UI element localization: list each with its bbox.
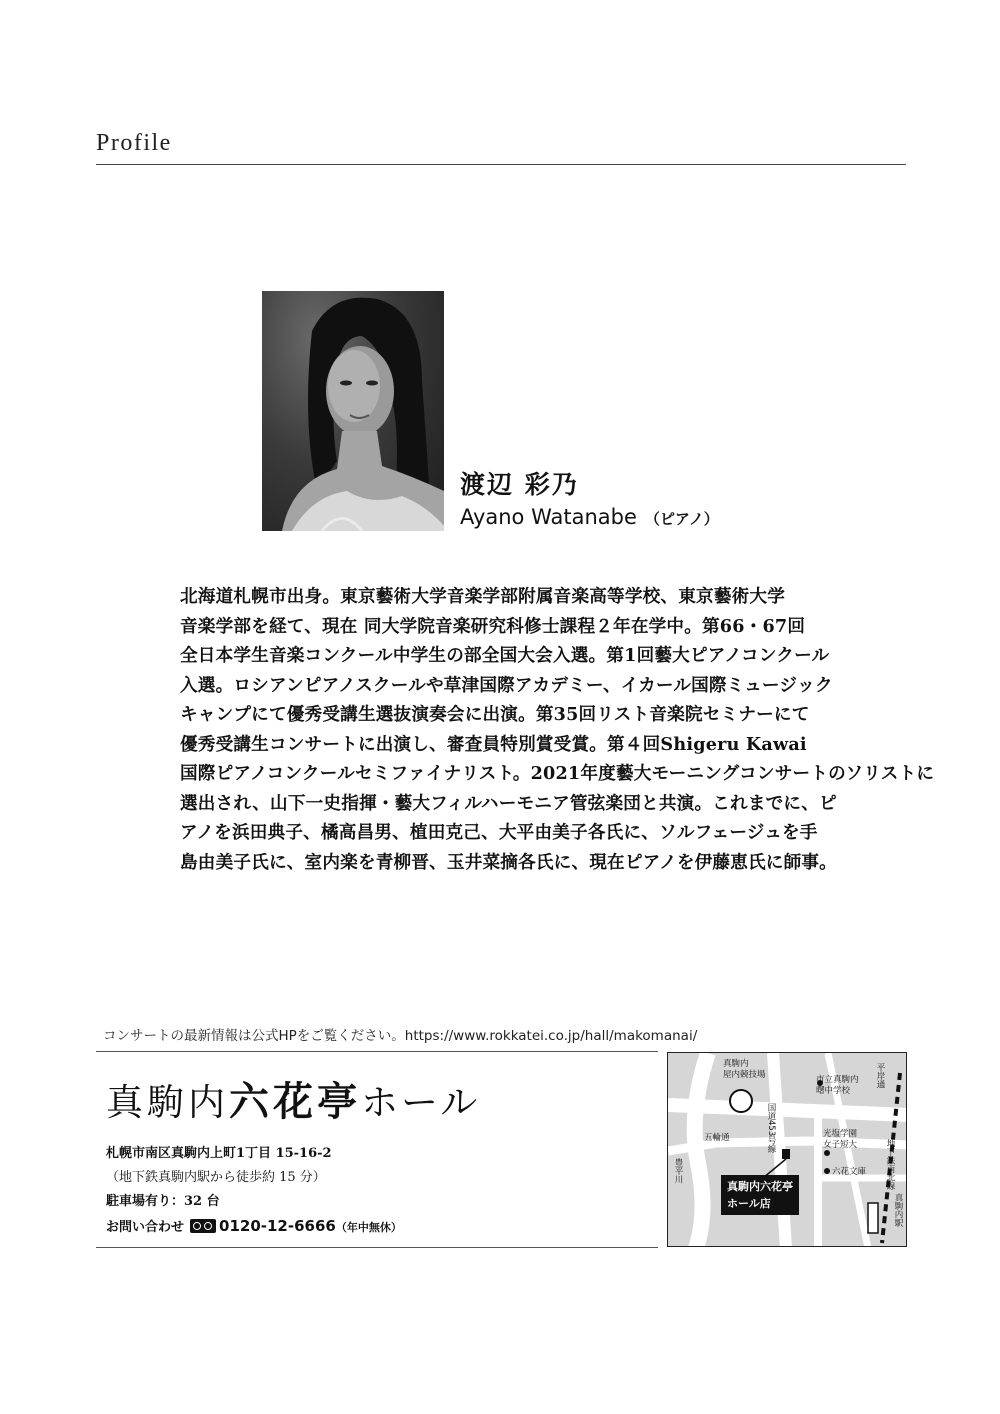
venue-access: （地下鉄真駒内駅から徒歩約 15 分） bbox=[106, 1170, 326, 1185]
map-label-school: 市立真駒内 曙中学校 bbox=[816, 1075, 859, 1096]
phone-note: （年中無休） bbox=[335, 1221, 402, 1234]
bio-line: アノを浜田典子、橘高昌男、植田克己、大平由美子各氏に、ソルフェージュを手 bbox=[180, 822, 818, 843]
phone-number[interactable]: 0120-12-6666 bbox=[219, 1217, 336, 1235]
bio-line: 選出され、山下一史指揮・藝大フィルハーモニア管弦楽団と共演。これまでに、ピ bbox=[180, 792, 837, 814]
portrait-photo bbox=[262, 291, 444, 531]
venue-contact bbox=[106, 1214, 402, 1240]
map-label-college: 光塩学園 女子短大 bbox=[823, 1129, 858, 1150]
hall-logo bbox=[106, 1070, 480, 1127]
bio-line: 入選。ロシアンピアノスクールや草津国際アカデミー、イカール国際ミュージック bbox=[180, 674, 833, 696]
map-label-station: 真駒内駅 bbox=[893, 1193, 903, 1227]
map-label-river: 豊平川 bbox=[673, 1158, 683, 1184]
footer-divider-top bbox=[96, 1051, 658, 1052]
heading-divider bbox=[96, 164, 906, 165]
venue-parking: 駐車場有り：32 台 bbox=[106, 1194, 220, 1209]
bio-line: 音楽学部を経て、現在 同大学院音楽研究科修士課程２年在学中。第66・67回 bbox=[180, 615, 806, 637]
bio-line: 国際ピアノコンクールセミファイナリスト。2021年度藝大モーニングコンサートのソリストに bbox=[180, 763, 935, 784]
biography bbox=[180, 582, 935, 877]
website-notice: コンサートの最新情報は公式HPをご覧ください。https://www.rokkatei.co.jp/hall/makomanai/ bbox=[103, 1028, 698, 1044]
contact-label: お問い合わせ bbox=[106, 1220, 185, 1235]
bio-line: 全日本学生音楽コンクール中学生の部全国大会入選。第1回藝大ピアノコンクール bbox=[180, 645, 830, 666]
artist-name-roman: Ayano Watanabe bbox=[460, 505, 637, 529]
bio-line: 優秀受講生コンサートに出演し、審査員特別賞受賞。第４回Shigeru Kawai bbox=[180, 733, 807, 755]
page-title: Profile bbox=[96, 130, 172, 156]
map-label-stadium: 真駒内 屋内競技場 bbox=[723, 1059, 766, 1080]
bio-line: 島由美子氏に、室内楽を青柳晋、玉井菜摘各氏に、現在ピアノを伊藤恵氏に師事。 bbox=[180, 851, 837, 873]
artist-name-japanese: 渡辺 彩乃 bbox=[460, 470, 579, 499]
map-label-library: 六花文庫 bbox=[832, 1167, 867, 1177]
artist-name-english bbox=[460, 505, 719, 529]
logo-rokkatei: 六花亭 bbox=[229, 1078, 361, 1125]
venue-address: 札幌市南区真駒内上町1丁目 15-16-2 bbox=[106, 1146, 332, 1161]
map-store-label: 真駒内六花亭 ホール店 bbox=[721, 1175, 799, 1215]
map-label-hiragishi: 平岸通 bbox=[875, 1063, 885, 1089]
bio-line: 北海道札幌市出身。東京藝術大学音楽学部附属音楽高等学校、東京藝術大学 bbox=[180, 586, 785, 607]
bio-line: キャンプにて優秀受講生選抜演奏会に出演。第35回リスト音楽院セミナーにて bbox=[180, 704, 810, 725]
footer-divider-bottom bbox=[96, 1247, 658, 1248]
logo-makomanai: 真駒内 bbox=[106, 1081, 229, 1124]
map-label-gorin: 五輪通 bbox=[704, 1133, 730, 1143]
map-label-route: 国道453号線 bbox=[766, 1103, 776, 1154]
access-map bbox=[667, 1052, 907, 1247]
logo-hall: ホール bbox=[361, 1081, 481, 1124]
free-dial-icon bbox=[190, 1219, 216, 1233]
venue-info bbox=[106, 1142, 402, 1240]
map-label-subway: 地下鉄南北線 bbox=[885, 1139, 895, 1190]
artist-role: （ピアノ） bbox=[644, 510, 719, 528]
